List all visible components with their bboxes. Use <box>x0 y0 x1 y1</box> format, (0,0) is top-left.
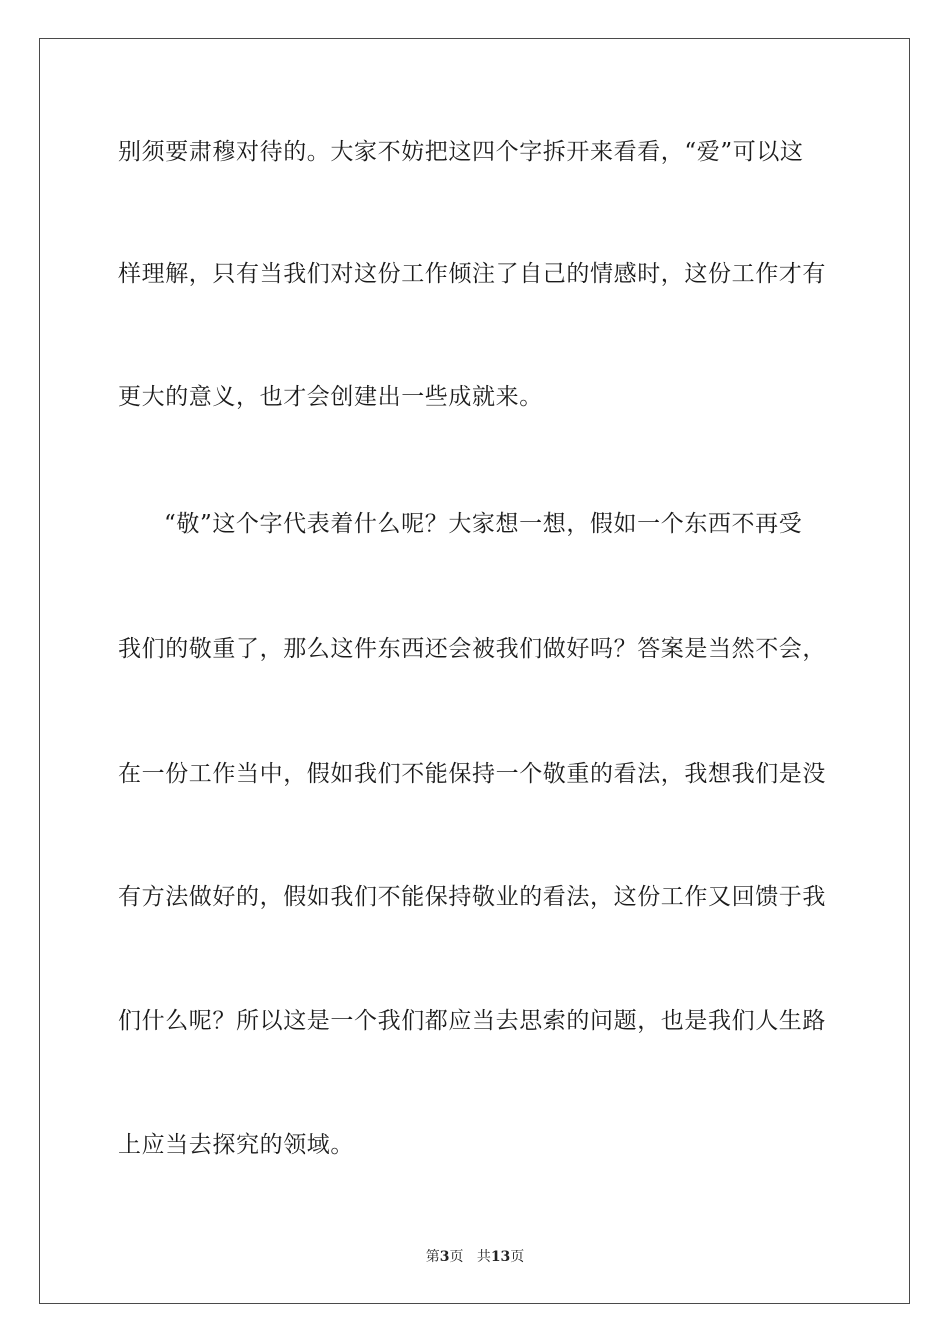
paragraph-line: “敬”这个字代表着什么呢？大家想一想，假如一个东西不再受 <box>164 511 803 537</box>
total-prefix: 共 <box>476 1249 491 1265</box>
page-border <box>39 38 910 1304</box>
paragraph-line: 有方法做好的，假如我们不能保持敬业的看法，这份工作又回馈于我 <box>118 884 826 910</box>
paragraph-line: 样理解，只有当我们对这份工作倾注了自己的情感时，这份工作才有 <box>118 261 826 287</box>
page-footer <box>0 1248 950 1266</box>
total-suffix: 页 <box>510 1249 525 1265</box>
paragraph-line: 我们的敬重了，那么这件东西还会被我们做好吗？答案是当然不会， <box>118 636 826 662</box>
paragraph-line: 在一份工作当中，假如我们不能保持一个敬重的看法，我想我们是没 <box>118 761 826 787</box>
paragraph-line: 别须要肃穆对待的。大家不妨把这四个字拆开来看看，“爱”可以这 <box>118 139 804 165</box>
total-pages: 13 <box>490 1249 511 1265</box>
page-suffix: 页 <box>449 1249 464 1265</box>
page-number: 3 <box>439 1249 450 1265</box>
paragraph-line: 上应当去探究的领域。 <box>118 1132 354 1158</box>
paragraph-line: 更大的意义，也才会创建出一些成就来。 <box>118 384 543 410</box>
paragraph-line: 们什么呢？所以这是一个我们都应当去思索的问题，也是我们人生路 <box>118 1008 826 1034</box>
page-prefix: 第 <box>425 1249 440 1265</box>
